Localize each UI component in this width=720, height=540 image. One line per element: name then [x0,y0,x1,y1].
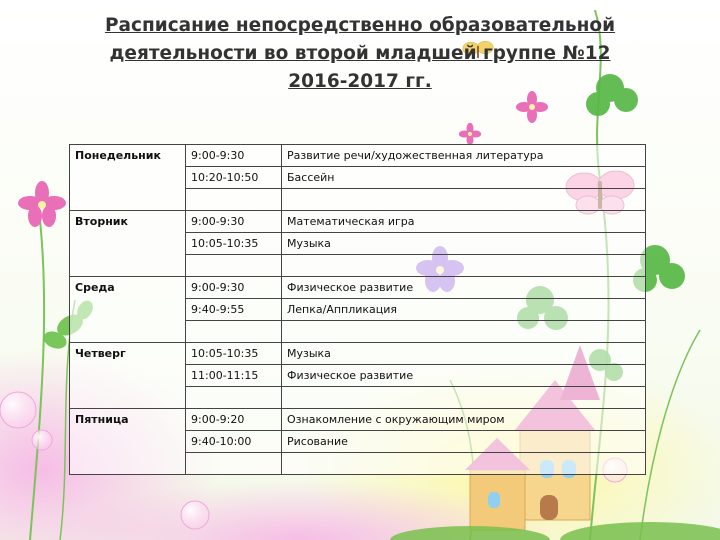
table-row [70,343,646,365]
activity-cell: Музыка [282,233,646,255]
activity-cell: Физическое развитие [282,277,646,299]
activity-cell: Лепка/Аппликация [282,299,646,321]
title-line-2: деятельности во второй младшей группе №12 [109,43,611,64]
activity-cell: Ознакомление с окружающим миром [282,409,646,431]
time-cell: 9:40-10:00 [186,431,282,453]
time-cell: 9:00-9:30 [186,211,282,233]
schedule-table [69,144,646,475]
time-cell [186,453,282,475]
day-cell-friday: Пятница [70,409,186,475]
time-cell [186,321,282,343]
table-row [70,211,646,233]
time-cell: 9:00-9:30 [186,145,282,167]
time-cell: 10:20-10:50 [186,167,282,189]
title-line-3: 2016-2017 гг. [288,71,432,92]
time-cell: 9:00-9:30 [186,277,282,299]
activity-cell: Музыка [282,343,646,365]
activity-cell: Развитие речи/художественная литература [282,145,646,167]
time-cell: 9:00-9:20 [186,409,282,431]
activity-cell [282,255,646,277]
activity-cell: Рисование [282,431,646,453]
day-cell-tuesday: Вторник [70,211,186,277]
time-cell: 9:40-9:55 [186,299,282,321]
flower-icon [18,181,66,227]
activity-cell [282,189,646,211]
day-cell-wednesday: Среда [70,277,186,343]
activity-cell: Физическое развитие [282,365,646,387]
activity-cell: Математическая игра [282,211,646,233]
activity-cell [282,321,646,343]
time-cell: 10:05-10:35 [186,343,282,365]
flower-icon [459,123,481,145]
time-cell: 11:00-11:15 [186,365,282,387]
day-cell-monday: Понедельник [70,145,186,211]
activity-cell: Бассейн [282,167,646,189]
time-cell [186,189,282,211]
day-cell-thursday: Четверг [70,343,186,409]
time-cell: 10:05-10:35 [186,233,282,255]
activity-cell [282,453,646,475]
time-cell [186,255,282,277]
table-row [70,277,646,299]
activity-cell [282,387,646,409]
table-row [70,409,646,431]
table-row [70,145,646,167]
time-cell [186,387,282,409]
title-line-1: Расписание непосредственно образовательной [104,15,616,36]
page-title [60,12,660,96]
